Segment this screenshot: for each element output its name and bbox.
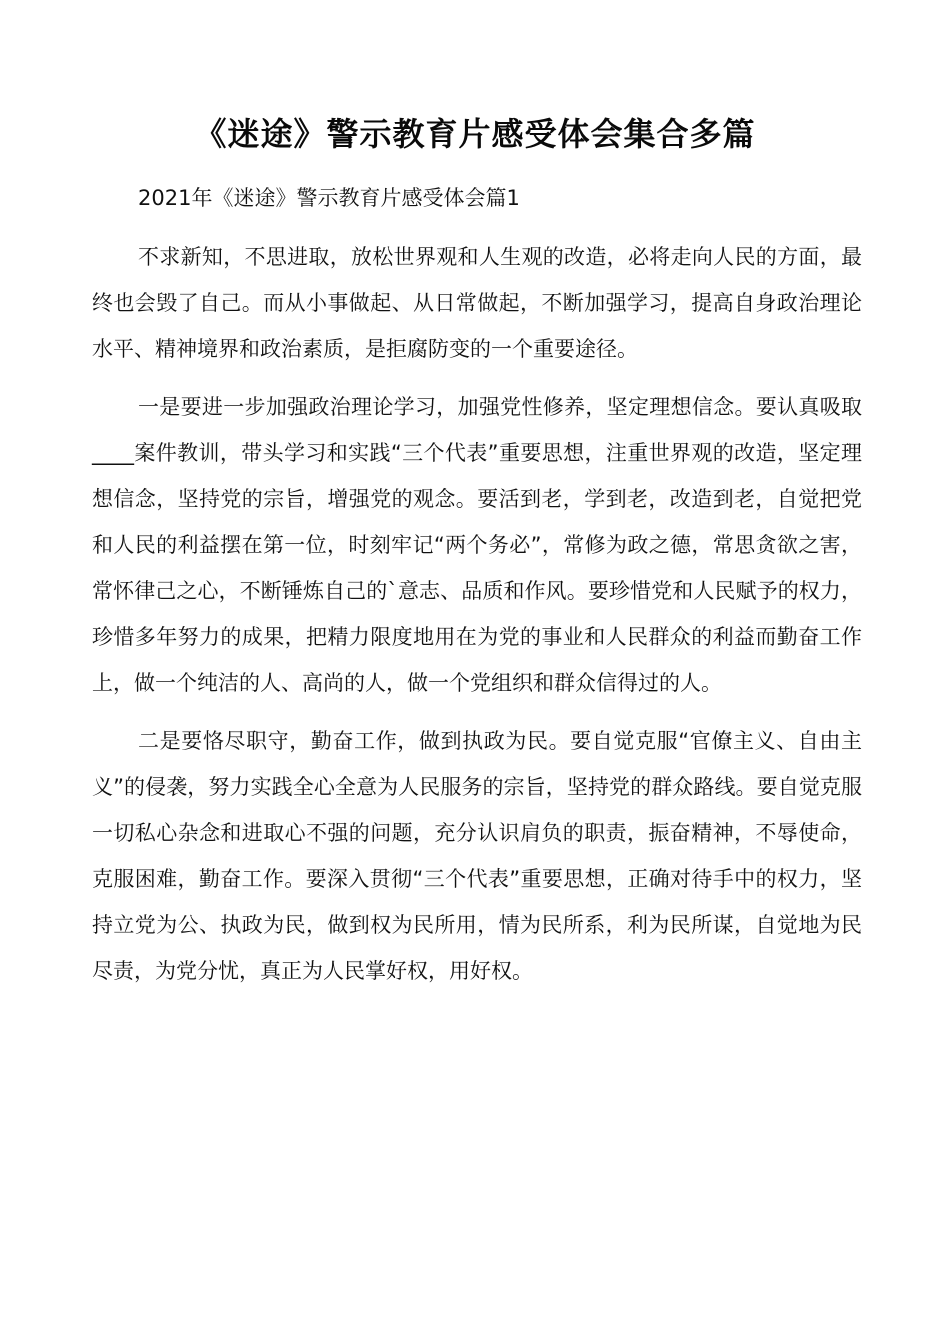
paragraph-point-one: 一是要进一步加强政治理论学习，加强党性修养，坚定理想信念。要认真吸取____案件教训，带头学习和实践“三个代表”重要思想，注重世界观的改造，坚定理想信念，坚持党的宗旨，增强党的观念。要活到老，学到老，改造到老，自觉把党和人民的利益摆在第一位，时刻牢记“两个务必”，常修为政之德，常思贪欲之害，常怀律己之心，不断锤炼自己的`意志、品质和作风。要珍惜党和人民赋予的权力，珍惜多年努力的成果，把精力限度地用在为党的事业和人民群众的利益而勤奋工作上，做一个纯洁的人、高尚的人，做一个党组织和群众信得过的人。 <box>92 395 862 695</box>
paragraph-point-two: 二是要恪尽职守，勤奋工作，做到执政为民。要自觉克服“官僚主义、自由主义”的侵袭，努力实践全心全意为人民服务的宗旨，坚持党的群众路线。要自觉克服一切私心杂念和进取心不强的问题，充分认识肩负的职责，振奋精神，不辱使命，克服困难，勤奋工作。要深入贯彻“三个代表”重要思想，正确对待手中的权力，坚持立党为公、执政为民，做到权为民所用，情为民所系，利为民所谋，自觉地为民尽责，为党分忧，真正为人民掌好权，用好权。 <box>92 729 862 983</box>
document-title: 《迷途》警示教育片感受体会集合多篇 <box>194 115 756 154</box>
section-heading: 2021年《迷途》警示教育片感受体会篇1 <box>138 186 520 210</box>
paragraph-intro: 不求新知，不思进取，放松世界观和人生观的改造，必将走向人民的方面，最终也会毁了自己。而从小事做起、从日常做起，不断加强学习，提高自身政治理论水平、精神境界和政治素质，是拒腐防变的一个重要途径。 <box>92 245 862 361</box>
document-body <box>92 175 862 994</box>
